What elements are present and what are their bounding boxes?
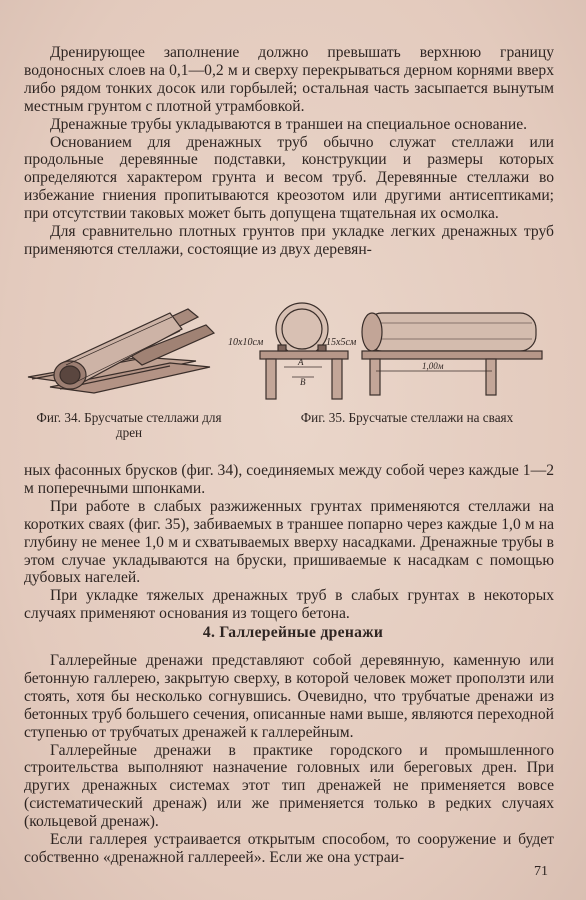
label-beam-size: 10х10см	[228, 337, 264, 348]
paragraph: Основанием для дренажных труб обычно служат стеллажи или продольные деревянные подставки, конструкции и размеры которых определяются характером грунта и весом труб. Деревянные стеллажи во избежание гниения пропитываются креозотом или другими антисептиками; при отсутствии таковых может быть допущена тщательная их осмолка.	[24, 133, 554, 223]
label-plank-size: 15х5см	[326, 337, 357, 348]
figure-35-caption: Фиг. 35. Брусчатые стеллажи на сваях	[300, 410, 514, 425]
paragraph: Галлерейные дренажи представляют собой деревянную, каменную или бетонную галлерею, закрытую сверху, в которой человек может проползти или стоять, хотя бы несколько согнувшись. Очевидно, что трубчатые дренажи из бетонных труб большего сечения, описанные нами выше, являются переходной ступенью от трубчатых дренажей к галлерейным.	[24, 652, 554, 741]
paragraph: Для сравнительно плотных грунтов при укладке легких дренажных труб применяются стеллажи, состоящие из двух деревян-	[24, 223, 554, 258]
paragraph: Дренирующее заполнение должно превышать верхнюю границу водоносных слоев на 0,1—0,2 м и сверху перекрываться дерном корнями вверх либо рядом тонких досок или горбылей; остальная часть засыпается вынутым местным грунтом с плотной утрамбовкой.	[24, 44, 554, 115]
figure-34-illustration	[20, 295, 220, 395]
section-heading: 4. Галлерейные дренажи	[202, 624, 384, 641]
page-number: 71	[534, 864, 548, 879]
text-block-bottom	[24, 652, 554, 867]
text-block-middle	[24, 462, 554, 623]
figure-34-caption: Фиг. 34. Брусчатые стеллажи для дрен	[36, 410, 222, 440]
paragraph: Дренажные трубы укладываются в траншеи на специальное основание.	[50, 115, 528, 133]
paragraph: При укладке тяжелых дренажных труб в слабых грунтах в некоторых случаях применяют основания из тощего бетона.	[24, 587, 554, 623]
label-a: А	[298, 357, 304, 367]
label-b: В	[300, 377, 306, 387]
label-span: 1,00м	[422, 361, 444, 371]
paragraph: При работе в слабых разжиженных грунтах применяются стеллажи на коротких сваях (фиг. 35), забиваемых в траншее попарно через каждые 1,0 м на глубину не менее 1,0 м и схватываемых вверху насадками. Дренажные трубы в этом случае укладываются на бруски, пришиваемые к насадкам с помощью дубовых нагелей.	[24, 497, 554, 587]
paragraph: Если галлерея устраивается открытым способом, то сооружение и будет собственно «дренажной галлереей». Если же она устраи-	[24, 831, 554, 866]
text-block-top	[24, 44, 554, 259]
figure-35-illustration	[226, 295, 556, 403]
paragraph: ных фасонных брусков (фиг. 34), соединяемых между собой через каждые 1—2 м поперечными шпонками.	[24, 462, 554, 497]
paragraph: Галлерейные дренажи в практике городского и промышленного строительства выполняют назначение головных или береговых дрен. При других дренажных системах этот тип дренажей не применяется вовсе (систематический дренаж) или же применяется только в редких случаях (кольцевой дренаж).	[24, 741, 554, 831]
